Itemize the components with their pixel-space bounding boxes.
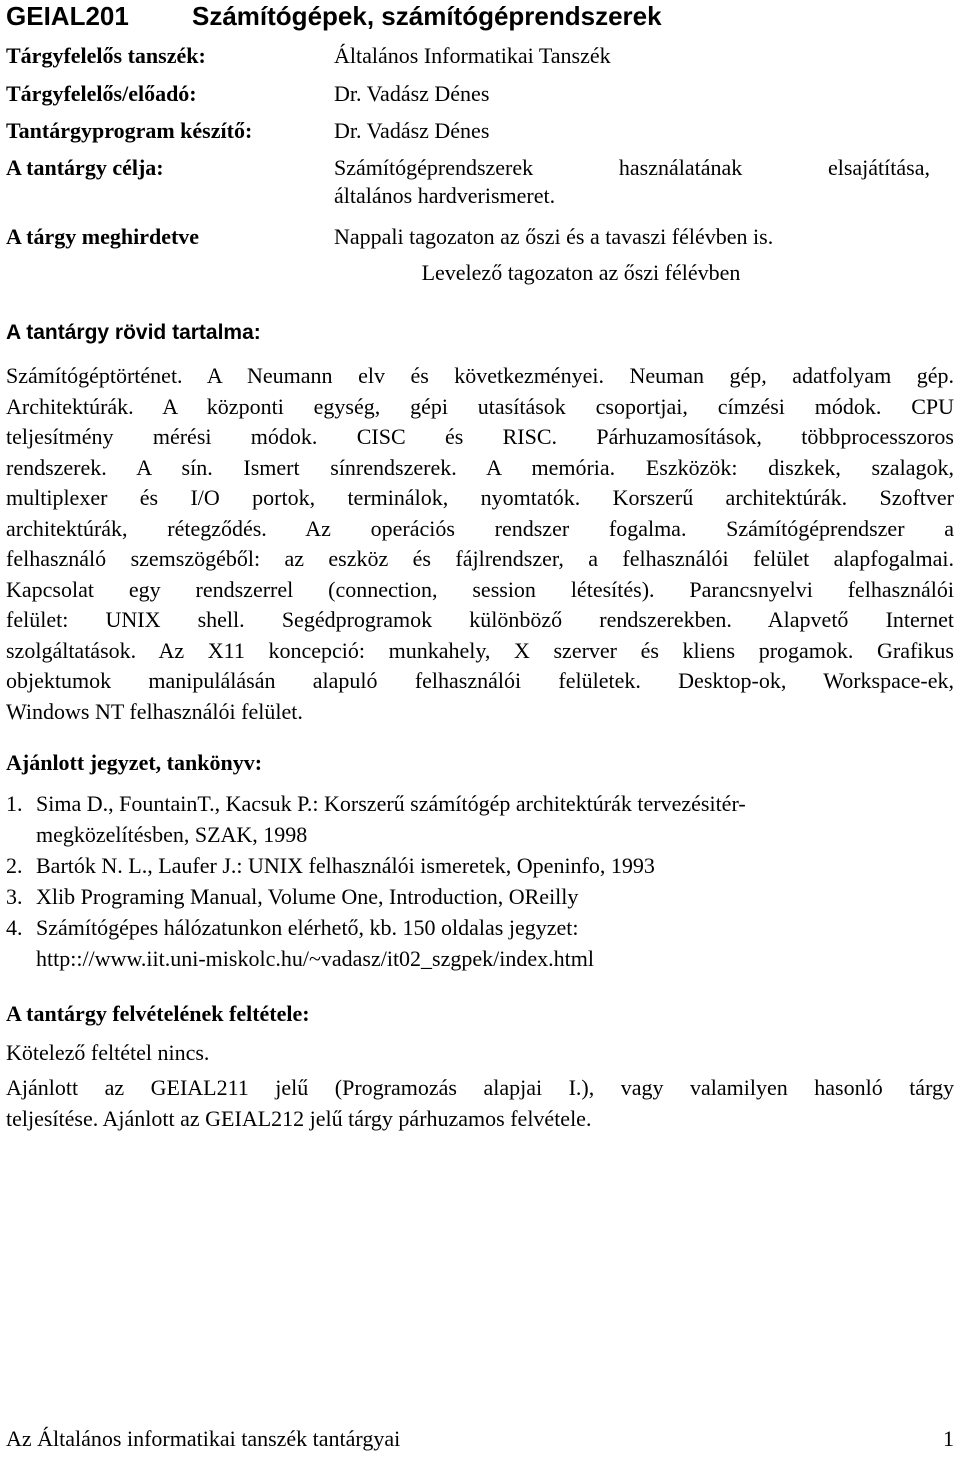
prerequisites-heading: A tantárgy felvételének feltétele:	[6, 1001, 310, 1026]
goal-line-1: Számítógéprendszerek használatának elsajátítása,	[334, 155, 930, 180]
prerequisite-recommended	[6, 1073, 954, 1134]
reference-number: 1.	[6, 791, 23, 816]
summary-line: architektúrák, rétegződés. Az operációs rendszer fogalma. Számítógéprendszer a	[6, 515, 954, 541]
summary-line: multiplexer és I/O portok, terminálok, nyomtatók. Korszerű architektúrák. Szoftver	[6, 485, 954, 510]
department-value: Általános Informatikai Tanszék	[334, 43, 611, 68]
reference-item	[6, 850, 954, 881]
summary-line: Architektúrák. A központi egység, gépi utasítások csoportjai, címzési módok. CPU	[6, 393, 954, 419]
reference-text: megközelítésben, SZAK, 1998	[36, 822, 308, 847]
summary-paragraph	[6, 361, 954, 727]
required-text: Kötelező feltétel nincs.	[6, 1040, 210, 1065]
reference-item	[6, 912, 954, 974]
course-header	[6, 0, 662, 32]
summary-line: Kapcsolat egy rendszerrel (connection, session létesítés). Parancsnyelvi felhasználói	[6, 576, 954, 602]
footer-text: Az Általános informatikai tanszék tantárgyai	[6, 1426, 401, 1451]
reference-item	[6, 788, 954, 850]
department-label: Tárgyfelelős tanszék:	[6, 43, 206, 68]
page-number: 1	[943, 1426, 954, 1451]
announced-label: A tárgy meghirdetve	[6, 224, 200, 249]
reference-item	[6, 881, 954, 912]
course-code: GEIAL201	[6, 1, 129, 31]
summary-line: Windows NT felhasználói felület.	[6, 698, 303, 724]
announced-line-1: Nappali tagozaton az őszi és a tavaszi félévben is.	[334, 224, 774, 249]
goal-label: A tantárgy célja:	[6, 155, 164, 180]
reference-number: 2.	[6, 853, 23, 878]
announced-line-2: Levelező tagozaton az őszi félévben	[421, 260, 741, 285]
course-title: Számítógépek, számítógéprendszerek	[192, 1, 662, 31]
lecturer-label: Tárgyfelelős/előadó:	[6, 81, 197, 106]
reference-text: Számítógépes hálózatunkon elérhető, kb. 150 oldalas jegyzet:	[36, 915, 579, 940]
summary-line: objektumok manipulálásán alapuló felhasználói felületek. Desktop-ok, Workspace-ek,	[6, 668, 954, 693]
reference-text: http:://www.iit.uni-miskolc.hu/~vadasz/it02_szgpek/index.html	[36, 946, 594, 971]
page-footer	[6, 1424, 954, 1454]
reference-text: Sima D., FountainT., Kacsuk P.: Korszerű számítógép architektúrák tervezésitér-	[36, 791, 746, 816]
reference-number: 3.	[6, 884, 23, 909]
reference-number: 4.	[6, 915, 23, 940]
summary-line: szolgáltatások. Az X11 koncepció: munkahely, X szerver és kliens progamok. Grafikus	[6, 637, 954, 663]
goal-line-2: általános hardverismeret.	[334, 183, 556, 208]
summary-line: felület: UNIX shell. Segédprogramok különböző rendszerekben. Alapvető Internet	[6, 607, 954, 632]
program-author-value: Dr. Vadász Dénes	[334, 118, 490, 143]
references-heading: Ajánlott jegyzet, tankönyv:	[6, 750, 263, 775]
reference-text: Bartók N. L., Laufer J.: UNIX felhasználói ismeretek, Openinfo, 1993	[36, 853, 655, 878]
lecturer-value: Dr. Vadász Dénes	[334, 81, 490, 106]
program-author-label: Tantárgyprogram készítő:	[6, 118, 253, 143]
references-list	[6, 788, 954, 974]
recommended-line-1: Ajánlott az GEIAL211 jelű (Programozás alapjai I.), vagy valamilyen hasonló tárgy	[6, 1075, 954, 1100]
prerequisite-required	[6, 1038, 954, 1069]
summary-line: Számítógéptörténet. A Neumann elv és következményei. Neuman gép, adatfolyam gép.	[6, 363, 954, 388]
recommended-line-2: teljesítése. Ajánlott az GEIAL212 jelű tárgy párhuzamos felvétele.	[6, 1105, 592, 1131]
reference-text: Xlib Programing Manual, Volume One, Introduction, OReilly	[36, 884, 579, 909]
summary-line: felhasználó szemszögéből: az eszköz és fájlrendszer, a felhasználói felület alapfogalmai.	[6, 546, 954, 571]
summary-line: rendszerek. A sín. Ismert sínrendszerek. A memória. Eszközök: diszkek, szalagok,	[6, 454, 954, 480]
summary-line: teljesítmény mérési módok. CISC és RISC. Párhuzamosítások, többprocesszoros	[6, 424, 954, 449]
summary-heading: A tantárgy rövid tartalma:	[6, 321, 261, 344]
